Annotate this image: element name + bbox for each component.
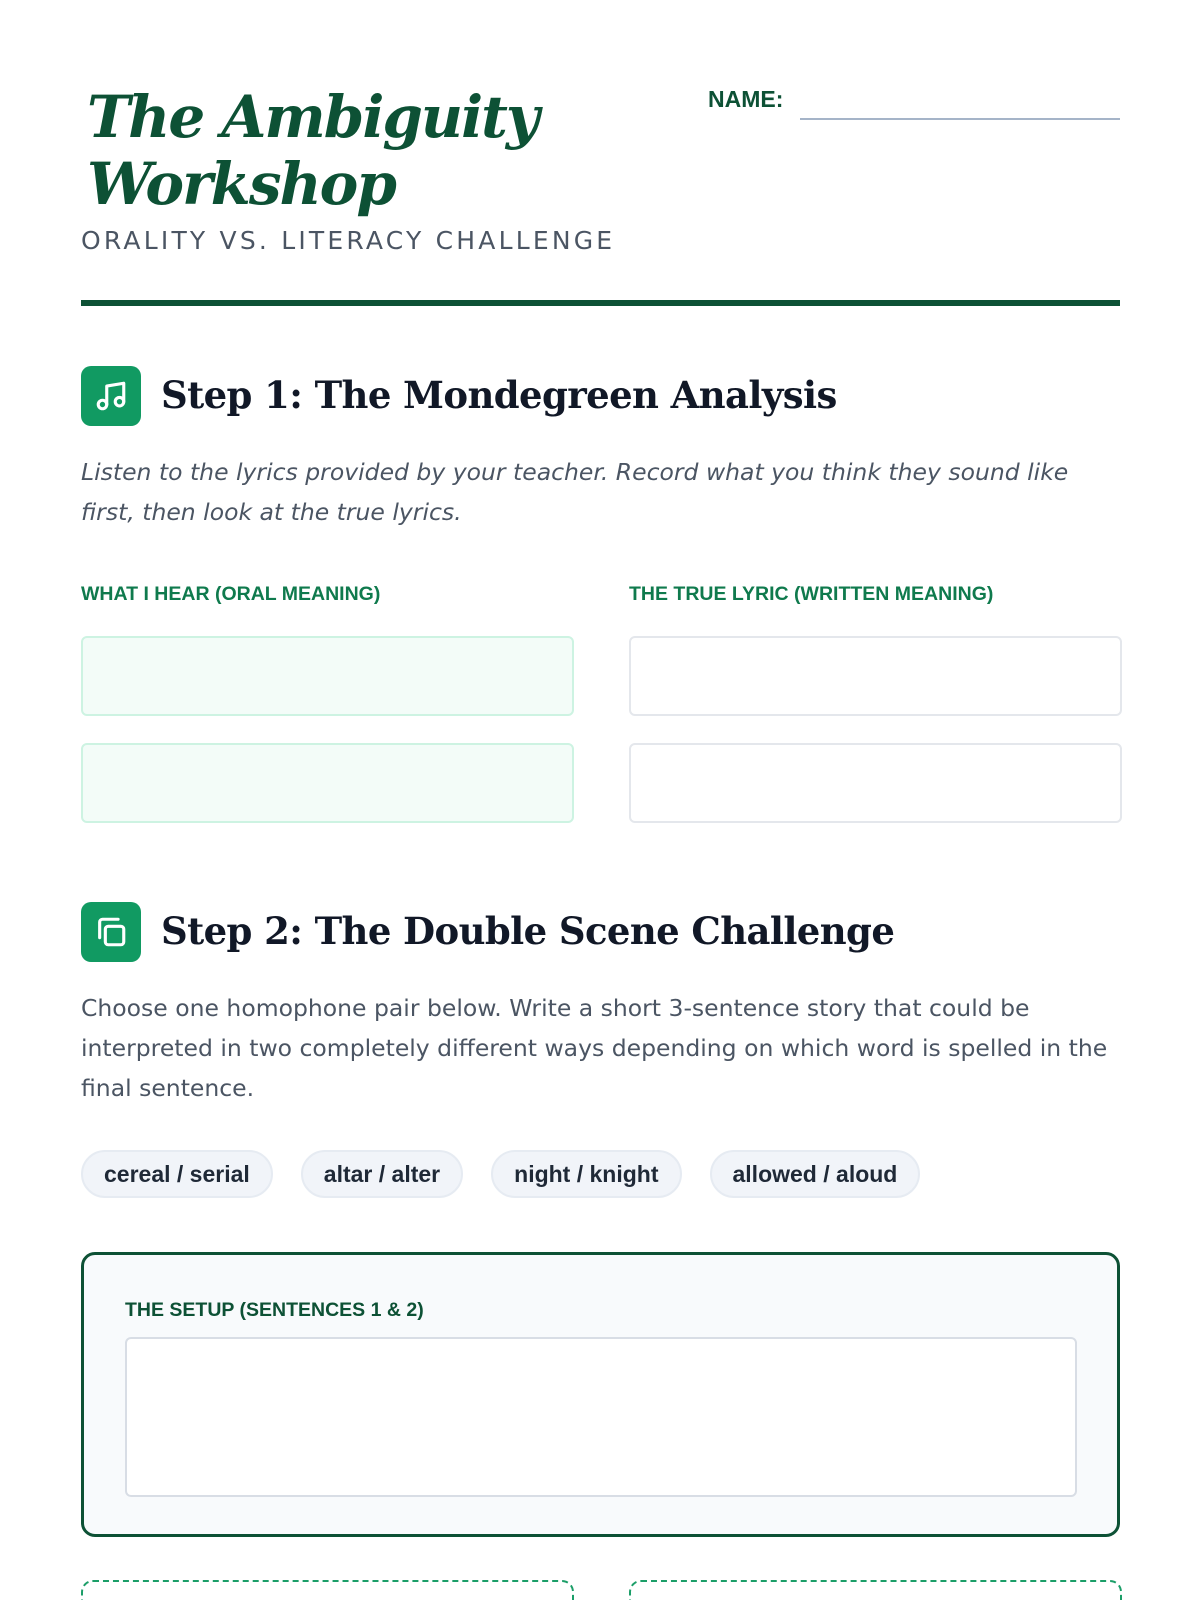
oral-meaning-label: WHAT I HEAR (ORAL MEANING)	[81, 583, 381, 605]
oral-meaning-field-1[interactable]	[81, 636, 574, 716]
homophone-pairs	[81, 1150, 920, 1198]
step2-title: Step 2: The Double Scene Challenge	[161, 909, 895, 953]
homophone-chip[interactable]: altar / alter	[301, 1150, 463, 1198]
name-field[interactable]	[800, 118, 1120, 120]
written-meaning-label: THE TRUE LYRIC (WRITTEN MEANING)	[629, 583, 994, 605]
copy-icon	[81, 902, 141, 962]
name-label: NAME:	[708, 86, 784, 112]
oral-meaning-field-2[interactable]	[81, 743, 574, 823]
title-line-1: The Ambiguity	[87, 83, 538, 151]
worksheet-subtitle: ORALITY VS. LITERACY CHALLENGE	[81, 226, 616, 255]
step1-title: Step 1: The Mondegreen Analysis	[161, 373, 837, 417]
step1-instructions: Listen to the lyrics provided by your teacher. Record what you think they sound like first, then look at the true lyrics.	[81, 458, 1069, 526]
homophone-chip[interactable]: allowed / aloud	[710, 1150, 921, 1198]
step2-instructions: Choose one homophone pair below. Write a short 3-sentence story that could be interpreted in two completely different ways depending on which word is spelled in the final sentence.	[81, 994, 1108, 1102]
ending-box-right[interactable]	[629, 1580, 1122, 1600]
music-note-icon	[81, 366, 141, 426]
setup-field[interactable]	[125, 1337, 1077, 1497]
ending-box-left[interactable]	[81, 1580, 574, 1600]
setup-section	[81, 1252, 1120, 1537]
setup-label: THE SETUP (SENTENCES 1 & 2)	[125, 1299, 424, 1321]
worksheet-title	[87, 84, 647, 218]
written-meaning-field-2[interactable]	[629, 743, 1122, 823]
title-line-2: Workshop	[87, 150, 395, 218]
homophone-chip[interactable]: night / knight	[491, 1150, 681, 1198]
worksheet-page	[81, 0, 1120, 1600]
written-meaning-field-1[interactable]	[629, 636, 1122, 716]
header-divider	[81, 300, 1120, 306]
homophone-chip[interactable]: cereal / serial	[81, 1150, 273, 1198]
